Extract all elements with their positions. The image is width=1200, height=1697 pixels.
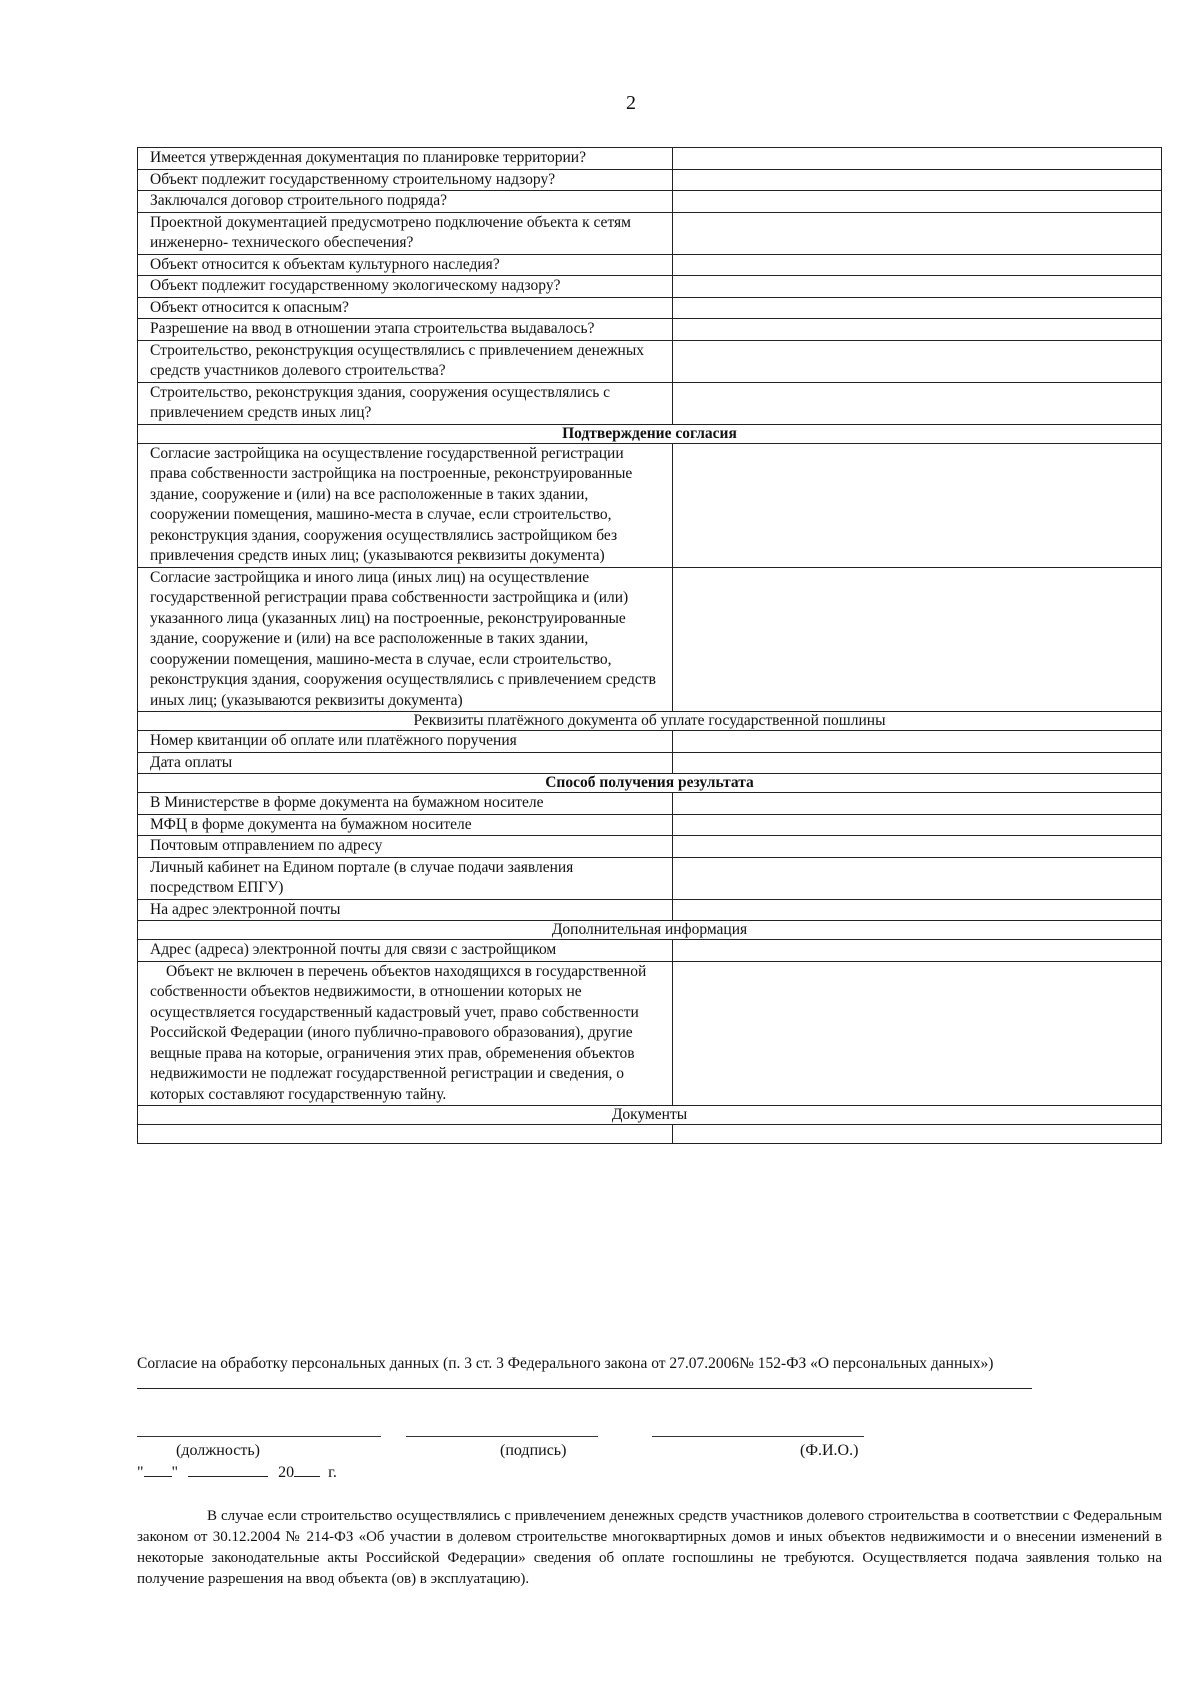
footnote-text: В случае если строительство осуществлялись с привлечением денежных средств участников долевого строительства в соответствии с Федеральным законом от 30.12.2004 № 214-ФЗ «Об участии в долевом строительстве многоквартирных домов и иных объектов недвижимости и о внесении изменений в некоторые законодательные акты Российской Федерации» сведения об оплате госпошлины не требуются. Осуществляется подача заявления только на получение разрешения на ввод объекта (ов) в эксплуатацию). [137,1508,1162,1587]
section-header-row [138,424,1162,443]
answer-cell[interactable] [673,899,1162,921]
table-row [138,254,1162,276]
table-row [138,212,1162,254]
answer-cell[interactable] [673,793,1162,815]
document-cell[interactable] [138,1125,673,1144]
consent-developer-others-cell: Согласие застройщика и иного лица (иных лиц) на осуществление государственной регистрации права собственности застройщика и (или) указанного лица (указанных лиц) на построенные, реконструированные здание, сооружение и (или) на все расположенные в таких здании, сооружении помещения, машино-места в случае, если строительство, реконструкция здания, сооружения осуществлялись с привлечением средств иных лиц; (указываются реквизиты документа) [138,567,673,712]
question-cell: Заключался договор строительного подряда? [138,191,673,213]
section-header-row [138,921,1162,940]
table-row [138,836,1162,858]
question-cell: Строительство, реконструкция осуществлялись с привлечением денежных средств участников долевого строительства? [138,340,673,382]
page-number: 2 [626,92,636,114]
personal-data-consent-field[interactable] [137,1374,1032,1389]
answer-cell[interactable] [673,443,1162,567]
receipt-number-field[interactable] [673,731,1162,753]
table-row [138,567,1162,712]
personal-data-consent-text: Согласие на обработку персональных данных (п. 3 ст. 3 Федерального закона от 27.07.2006№ 152-ФЗ «О персональных данных») [137,1355,994,1372]
date-quote-close: " [171,1464,179,1481]
question-cell: Проектной документацией предусмотрено подключение объекта к сетям инженерно- технического обеспечения? [138,212,673,254]
answer-cell[interactable] [673,319,1162,341]
section-header-row [138,774,1162,793]
table-row [138,297,1162,319]
question-cell: Объект относится к опасным? [138,297,673,319]
table-row [138,1125,1162,1144]
receipt-number-label: Номер квитанции об оплате или платёжного поручения [138,731,673,753]
answer-cell[interactable] [673,191,1162,213]
year-suffix: г. [328,1464,337,1481]
answer-cell[interactable] [673,254,1162,276]
table-row [138,731,1162,753]
section-header-row [138,1106,1162,1125]
position-line[interactable] [137,1436,381,1437]
table-row [138,319,1162,341]
table-row [138,191,1162,213]
table-row [138,793,1162,815]
table-row [138,443,1162,567]
answer-cell[interactable] [673,340,1162,382]
day-field[interactable] [144,1462,172,1477]
name-line[interactable] [652,1436,864,1437]
section-header-row [138,712,1162,731]
answer-cell[interactable] [673,836,1162,858]
answer-cell[interactable] [673,814,1162,836]
question-cell: Объект подлежит государственному экологическому надзору? [138,276,673,298]
contact-email-label: Адрес (адреса) электронной почты для связи с застройщиком [138,940,673,962]
question-cell: Строительство, реконструкция здания, сооружения осуществлялись с привлечением средств иных лиц? [138,382,673,424]
document-cell[interactable] [673,1125,1162,1144]
question-cell: Объект подлежит государственному строительному надзору? [138,169,673,191]
table-row [138,148,1162,170]
month-field[interactable] [188,1462,268,1477]
question-cell: Имеется утвержденная документация по планировке территории? [138,148,673,170]
position-label: (должность) [176,1442,260,1459]
table-row [138,169,1162,191]
result-option-ministry: В Министерстве в форме документа на бумажном носителе [138,793,673,815]
signature-line[interactable] [406,1436,598,1437]
documents-section-title: Документы [138,1106,1162,1125]
result-section-title: Способ получения результата [138,774,1162,793]
contact-email-field[interactable] [673,940,1162,962]
answer-cell[interactable] [673,276,1162,298]
payment-date-field[interactable] [673,752,1162,774]
answer-cell[interactable] [673,857,1162,899]
table-row [138,814,1162,836]
answer-cell[interactable] [673,297,1162,319]
consent-developer-cell: Согласие застройщика на осуществление государственной регистрации права собственности застройщика на построенные, реконструированные здание, сооружение и (или) на все расположенные в таких здании, сооружении помещения, машино-места в случае, если строительство, реконструкция здания, сооружения осуществлялись застройщиком без привлечения средств иных лиц; (указываются реквизиты документа) [138,443,673,567]
table-row [138,340,1162,382]
object-not-included-text: Объект не включен в перечень объектов находящихся в государственной собственности объектов недвижимости, в отношении которых не осуществляется государственный кадастровый учет, право собственности Российской Федерации (иного публично-правового образования), другие вещные права на которые, ограничения этих прав, обременения объектов недвижимости не подлежат государственной регистрации и сведения, о которых составляют государственную тайну. [138,961,673,1106]
question-cell: Объект относится к объектам культурного наследия? [138,254,673,276]
year-prefix: 20 [278,1464,295,1481]
payment-section-title: Реквизиты платёжного документа об уплате государственной пошлины [138,712,1162,731]
answer-cell[interactable] [673,961,1162,1106]
date-row [137,1462,337,1482]
additional-section-title: Дополнительная информация [138,921,1162,940]
consent-section-title: Подтверждение согласия [138,424,1162,443]
application-form-table [137,147,1162,1144]
table-row [138,752,1162,774]
answer-cell[interactable] [673,567,1162,712]
answer-cell[interactable] [673,148,1162,170]
personal-data-consent [137,1354,1167,1395]
payment-date-label: Дата оплаты [138,752,673,774]
year-field[interactable] [294,1462,320,1477]
table-row [138,899,1162,921]
question-cell: Разрешение на ввод в отношении этапа строительства выдавалось? [138,319,673,341]
result-option-mfc: МФЦ в форме документа на бумажном носителе [138,814,673,836]
answer-cell[interactable] [673,382,1162,424]
name-label: (Ф.И.О.) [800,1442,859,1459]
table-row [138,276,1162,298]
answer-cell[interactable] [673,169,1162,191]
table-row [138,382,1162,424]
result-option-email: На адрес электронной почты [138,899,673,921]
result-option-portal: Личный кабинет на Едином портале (в случае подачи заявления посредством ЕПГУ) [138,857,673,899]
table-row [138,857,1162,899]
table-row [138,940,1162,962]
date-quote-open: " [137,1464,144,1481]
answer-cell[interactable] [673,212,1162,254]
signature-label: (подпись) [500,1442,567,1459]
table-row [138,961,1162,1106]
result-option-post: Почтовым отправлением по адресу [138,836,673,858]
